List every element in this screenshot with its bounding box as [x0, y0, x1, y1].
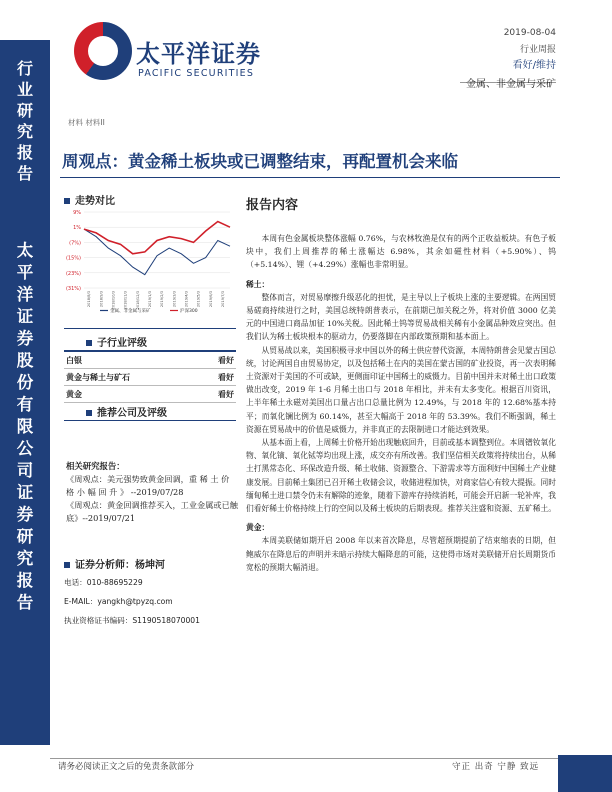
sub-industry-rating: 看好: [197, 369, 236, 386]
related-heading: 相关研究报告：: [66, 461, 125, 471]
sidebar-band: [0, 40, 50, 745]
x-tick-label: 2019/7/3: [220, 291, 225, 308]
footer-motto: 守正 出奇 宁静 致远: [452, 762, 540, 772]
x-tick-label: 2019/3/3: [172, 291, 177, 308]
x-tick-label: 2019/2/3: [160, 291, 165, 308]
page-title: 周观点：黄金稀土板块或已调整结束，再配置机会来临: [62, 152, 458, 171]
body-paragraph: 从贸易战以来，美国积极寻求中国以外的稀土供应替代资源，本周特朗普会见蒙古国总统，讨论两国自由贸易协定，以及包括稀土在内的美国在蒙古国的矿业投资，再一次表明稀土资源对于美国的不可或缺，更侧面印证中国稀土的威慑力。目前中国并未对稀土出口政策做出改变，2019 年 1-6 月稀土出口与 2018 年相比，并未有太多变化。根据百川资讯，上半年稀土永磁对美国出口量占出口总量比例为 12.49%，与 2018 年的 12.68%基本持平；而氧化镧比例为 60.14%，甚至大幅高于 2018 年的 53.39%。我们不断强调，稀土资源在贸易战中的价值是威慑力，并非真正的去限制进口才能达到效果。: [246, 345, 557, 434]
body-paragraph: 本周美联储如期开启 2008 年以来首次降息，尽管超预期提前了结束缩表的日期，但鲍威尔在降息后的声明并未暗示持续大幅降息的可能，这使得市场对美联储开启长周期货币宽松的预期大幅消退。: [246, 536, 557, 572]
analyst-heading: [64, 556, 165, 571]
x-tick-label: 2019/6/3: [208, 291, 213, 308]
company-logo: [74, 22, 132, 80]
sidebar-char: 太: [16, 241, 34, 260]
sidebar-char: 份: [16, 373, 34, 392]
sidebar-char: 平: [16, 263, 34, 282]
recommend-heading: [86, 404, 167, 419]
related-reports: [66, 460, 238, 525]
table-row: [64, 369, 236, 386]
sidebar-char: 司: [16, 461, 34, 480]
sidebar-char: 证: [16, 483, 34, 502]
analyst-email[interactable]: E-MAIL：yangkh@tpyzq.com: [64, 597, 173, 606]
analyst-license: 执业资格证书编码：S1190518070001: [64, 616, 200, 625]
sidebar-char: 报: [16, 571, 34, 590]
sidebar-char: 证: [16, 307, 34, 326]
series-line-2: [84, 222, 230, 254]
footer-disclaimer: 请务必阅读正文之后的免责条款部分: [58, 762, 195, 772]
sub-industry-name: 黄金: [64, 386, 197, 403]
trend-heading: [64, 192, 115, 207]
sidebar-char: 有: [16, 395, 34, 414]
sidebar-char: 行: [16, 59, 33, 78]
trend-chart: [60, 206, 235, 318]
section-divider: [64, 328, 236, 329]
y-tick-label: (7%): [69, 240, 81, 247]
ratings-heading-text: 子行业评级: [97, 338, 147, 349]
table-row: [64, 351, 236, 369]
report-heading: 报告内容: [246, 198, 299, 213]
industry-rating: 看好/维持: [512, 60, 556, 71]
y-tick-label: (23%): [65, 270, 81, 277]
company-name-en: PACIFIC SECURITIES: [138, 68, 255, 79]
legend-label: 沪深300: [180, 309, 198, 314]
y-tick-label: (31%): [65, 286, 81, 292]
sub-industry-name: 白银: [64, 351, 197, 369]
sidebar-char: 券: [16, 329, 34, 348]
x-tick-label: 2018/11/3: [123, 291, 128, 310]
body-paragraph: 整体而言，对贸易摩擦升级恶化的担忧，是主导以上子板块上涨的主要逻辑。在两国贸易磋商持续进行之时，美国总统特朗普表示，在前期已加关税之外，将对价值 3000 亿美元的中国进口商品加征 10%关税。因此稀土钨等贸易战相关稀有小金属品种效应突出。但我们认为稀土板块根本的驱动力，仍要落脚在内部政策预期和基本面上。: [246, 292, 557, 342]
series-line-1: [84, 229, 230, 275]
sidebar-char: 业: [16, 80, 33, 99]
section-bullet-icon: [64, 562, 70, 568]
footer-divider: [50, 758, 560, 759]
sidebar-char: 洋: [16, 285, 34, 304]
sidebar-char: 券: [16, 505, 34, 524]
analyst-heading-text: 证券分析师：杨坤河: [75, 560, 165, 571]
industry-sector: 金属、非金属与采矿: [466, 79, 556, 90]
sidebar-char: 告: [16, 164, 33, 183]
sidebar-bottom-text: [0, 240, 50, 614]
section-divider: [64, 420, 236, 421]
y-tick-label: 1%: [73, 225, 81, 232]
sidebar-char: 公: [16, 439, 34, 458]
recommend-heading-text: 推荐公司及评级: [97, 408, 167, 419]
body-paragraph: 从基本面上看，上周稀土价格开始出现触底回升，目前或基本调整到位。本周镨钕氧化物、氧化镝、氧化铽等均出现上涨，成交亦有所改善。我们坚信相关政策将持续出台，从稀土打黑常态化、环保改造升级、稀土收储、资源整合、下游需求等方面利好中国稀土产业健康发展。目前稀土集团已召开稀土收储会议，收储进程加快，对商家信心有较大提振。同时缅甸稀土进口禁令仍未有解除的迹象，随着下游库存持续消耗，可能会开启新一轮补库，我们看好稀土价格持续上行的空间以及稀土板块的后期表现。推荐关注盛和资源、五矿稀土。: [246, 438, 557, 514]
sub-industry-rating: 看好: [197, 351, 236, 369]
sub-industry-rating: 看好: [197, 386, 236, 403]
report-body: [246, 232, 556, 574]
x-tick-label: 2018/8/3: [87, 291, 92, 308]
sidebar-char: 究: [16, 122, 33, 141]
section-bullet-icon: [64, 198, 70, 204]
legend-label: 金属、非金属与采矿: [110, 309, 151, 314]
sidebar-char: 研: [16, 101, 33, 120]
body-subheading: 稀土：: [246, 279, 270, 289]
sidebar-char: 究: [16, 549, 34, 568]
category-label: 材料 材料II: [68, 118, 105, 127]
x-tick-label: 2019/4/3: [184, 291, 189, 308]
table-row: [64, 386, 236, 403]
section-bullet-icon: [86, 340, 92, 346]
ratings-table: [64, 348, 236, 403]
sidebar-char: 报: [16, 143, 33, 162]
related-report-item[interactable]: 《周观点：美元强势致黄金回调，重 稀 土 价 格 小 幅 回 升 》 --2019/07/28: [66, 474, 230, 497]
report-date: 2019-08-04: [503, 28, 556, 38]
x-tick-label: 2018/12/3: [135, 291, 140, 310]
related-report-item[interactable]: 《周观点：黄金回调推荐买入，工业金属或已触底》--2019/07/21: [66, 500, 238, 523]
section-bullet-icon: [86, 410, 92, 416]
sidebar-char: 股: [16, 351, 34, 370]
body-paragraph: 本周有色金属板块整体涨幅 0.76%，与农林牧渔是仅有的两个正收益板块。有色子板块中，我们上周推荐的稀土涨幅达 6.98%，其余如磁性材料（+5.90%）、钨（+5.14%）、锂（+4.29%）涨幅也非常明显。: [246, 234, 556, 270]
sidebar-char: 限: [16, 417, 34, 436]
body-subheading: 黄金：: [246, 523, 270, 533]
title-divider: [60, 177, 560, 178]
ratings-heading: [86, 334, 147, 349]
x-tick-label: 2019/5/3: [196, 291, 201, 308]
y-tick-label: (15%): [65, 255, 81, 262]
sidebar-char: 研: [16, 527, 34, 546]
sub-industry-name: 黄金与稀土与矿石: [64, 369, 197, 386]
x-tick-label: 2018/9/3: [99, 291, 104, 308]
sidebar-char: 告: [16, 593, 34, 612]
report-type: 行业周报: [519, 45, 556, 55]
company-name: 太平洋证券: [136, 40, 261, 68]
y-tick-label: 9%: [73, 210, 81, 216]
x-tick-label: 2019/1/3: [147, 291, 152, 308]
sidebar-top-text: [0, 58, 50, 184]
trend-heading-text: 走势对比: [75, 196, 115, 207]
footer-band: [558, 755, 612, 792]
analyst-phone: 电话：010-88695229: [64, 578, 143, 587]
x-tick-label: 2018/10/3: [111, 291, 116, 310]
